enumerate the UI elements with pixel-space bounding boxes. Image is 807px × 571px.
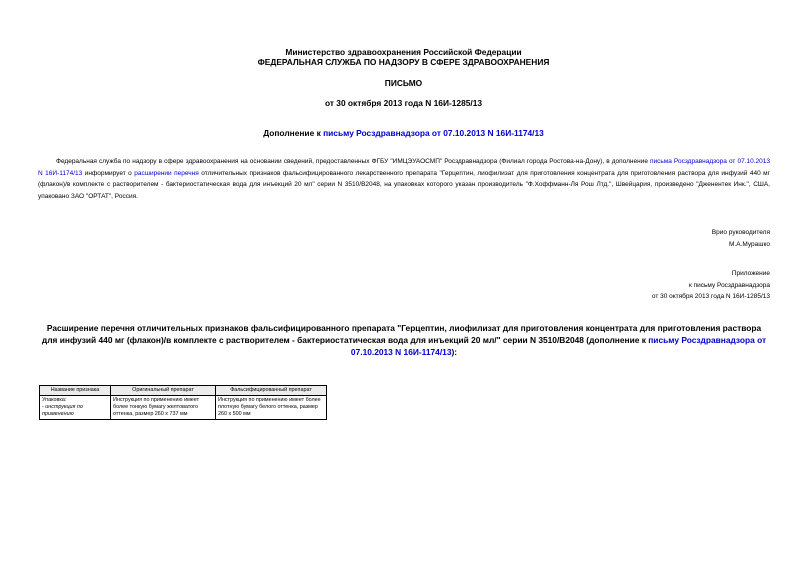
intro-text-1: Федеральная служба по надзору в сфере здравоохранения на основании сведений, предоставленных ФГБУ "ИМЦЭУАОСМП" Росздравнадзора (Филиал города Ростова-на-Дону), в дополнение: [56, 158, 650, 165]
subtitle-prefix: Дополнение к: [263, 128, 324, 138]
appendix-line-1: Приложение: [731, 270, 770, 277]
intro-letter-link[interactable]: письма Росздравнадзора от 07.10.2013 N 16И-1174/13: [38, 158, 770, 177]
subtitle-letter-link[interactable]: письму Росздравнадзора от 07.10.2013 N 16И-1174/13: [323, 128, 544, 138]
ministry-name: Министерство здравоохранения Российской Федерации: [285, 47, 522, 57]
comparison-table: [39, 385, 327, 420]
header-fake: Фальсифицированный препарат: [216, 386, 327, 396]
cell-feature: [40, 396, 111, 420]
signature-name: М.А.Мурашко: [728, 240, 770, 248]
intro-list-extension-link[interactable]: расширении перечня: [134, 169, 199, 177]
annex-letter-link[interactable]: письму Росздравнадзора от 07.10.2013 N 16И-1174/13: [350, 335, 767, 357]
cell-fake: Инструкция по применению имеет более плотную бумагу белого оттенка, размер 260 х 500 мм: [216, 396, 327, 420]
document-date: от 30 октября 2013 года N 16И-1285/13: [324, 98, 483, 108]
service-name: ФЕДЕРАЛЬНАЯ СЛУЖБА ПО НАДЗОРУ В СФЕРЕ ЗДРАВООХРАНЕНИЯ: [257, 57, 550, 67]
intro-text-3: отличительных признаков фальсифицированного лекарственного препарата "Герцептин, лиофилизат для приготовления концентрата для приготовления раствора для инфузий 440 мг (флакон)/в комплекте с растворителем - бактериостатическая вода для инъекций 20 мл" серии N 3510/B2048, на упаковках которого указан производитель "Ф.Хоффманн-Ля Рош Лтд.", Швейцария, произведено "Дженентек Инк.", США, упаковано ЗАО "ОРТАТ", Россия.: [38, 169, 771, 200]
annex-title-suffix: ):: [451, 347, 458, 357]
document-subtitle: [0, 128, 807, 138]
feature-name: Упаковка:: [42, 397, 67, 403]
table-header-row: [40, 386, 327, 396]
annex-title-text: Расширение перечня отличительных признаков фальсифицированного препарата "Герцептин, лиофилизат для приготовления концентрата для приготовления раствора для инфузий 440 мг (флакон)/в комплекте с растворителем - бактериостатическая вода для инъекций 20 мл/" серии N 3510/B2048 (дополнение к: [41, 323, 762, 345]
signature-position: Врио руководителя: [711, 229, 770, 236]
header-original: Оригинальный препарат: [111, 386, 216, 396]
appendix-line-3: от 30 октября 2013 года N 16И-1285/13: [651, 293, 770, 300]
signature-block: [712, 227, 770, 250]
table-row: [40, 396, 327, 420]
feature-detail: - инструкция по применению: [42, 404, 83, 417]
annex-title: [40, 322, 768, 358]
cell-original: Инструкция по применению имеет более тонкую бумагу желтоватого оттенка, размер 260 х 737 мм: [111, 396, 216, 420]
intro-paragraph: [38, 156, 770, 202]
document-type: ПИСЬМО: [384, 78, 423, 88]
appendix-block: [652, 268, 770, 303]
intro-text-2: информирует о: [82, 169, 135, 177]
appendix-line-2: к письму Росздравнадзора: [688, 281, 770, 289]
header-feature-name: Название признака: [40, 386, 111, 396]
